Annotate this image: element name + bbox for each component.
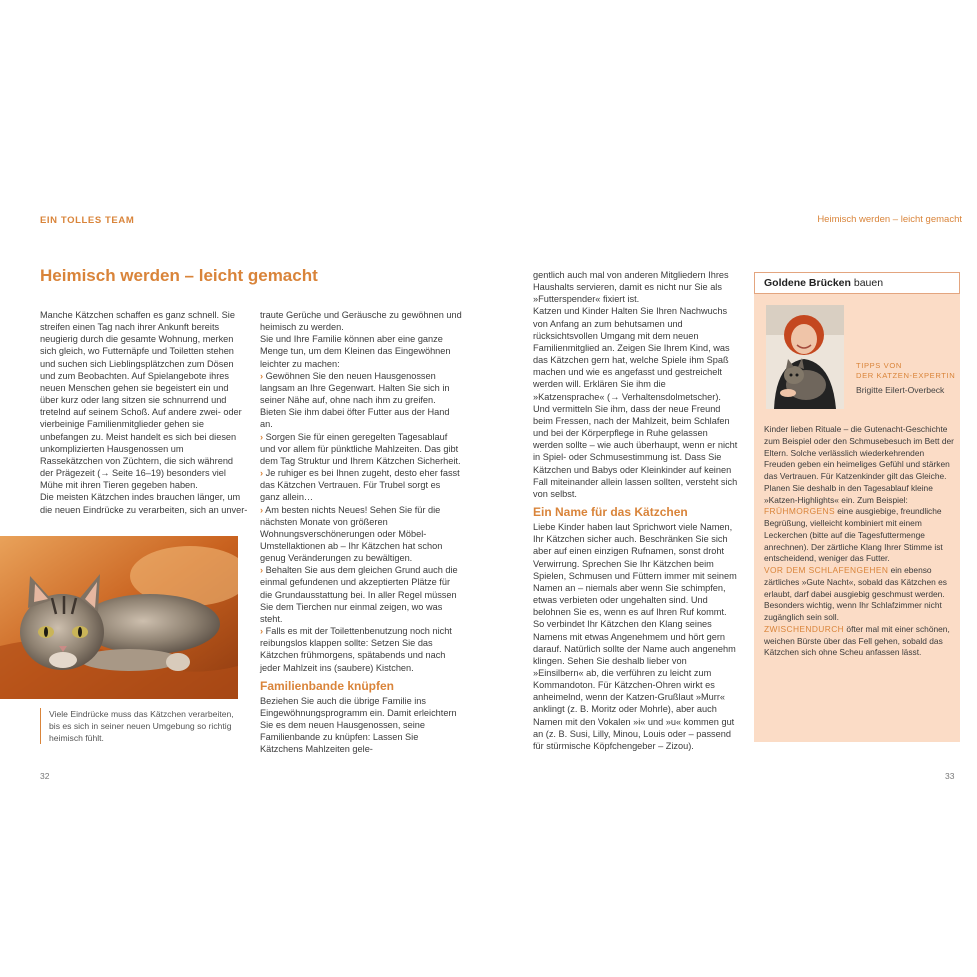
tip-item: VOR DEM SCHLAFENGEHEN ein ebenso zärtliches »Gute Nacht«, sobald das Kätzchen es erlaubt, darf dabei ausgiebig geschmust werden. Besonders wichtig, wenn Ihr Schlafzimmer nicht zugänglich sein soll. bbox=[764, 565, 947, 622]
kitten-photo bbox=[0, 536, 238, 699]
list-item: › Je ruhiger es bei Ihnen zugeht, desto eher fasst das Kätzchen Vertrauen. Für Trubel sorgt es ganz allein… bbox=[260, 468, 460, 503]
page-number-left: 32 bbox=[40, 771, 50, 781]
running-header-right: Heimisch werden – leicht gemacht bbox=[817, 214, 962, 225]
sidebar-heading bbox=[754, 272, 960, 294]
list-item: › Falls es mit der Toilettenbenutzung noch nicht reibungslos klappen sollte: Setzen Sie das Kätzchen frühmorgens, spätabends und nach jeder Mahlzeit ins (saubere) Kistchen. bbox=[260, 626, 452, 673]
sidebar-text bbox=[764, 424, 954, 659]
text-column-3 bbox=[533, 269, 739, 752]
expert-portrait-photo bbox=[766, 305, 844, 409]
tip-keyword: VOR DEM SCHLAFENGEHEN bbox=[764, 565, 889, 575]
bullet-mark: › bbox=[260, 565, 264, 576]
tip-item: FRÜHMORGENS eine ausgiebige, freundliche Begrüßung, vielleicht kombiniert mit einem Leckerchen (bitte auf die Tagesfuttermenge anrechnen). Der zärtliche Klang Ihrer Stimme ist entscheidend, weniger das Futter. bbox=[764, 506, 943, 564]
sidebar-heading-rest: bauen bbox=[850, 277, 884, 289]
paragraph: Beziehen Sie auch die übrige Familie ins Eingewöhnungsprogramm ein. Damit erleichtern Sie es dem neuen Hausgenossen, seine Familienbande zu knüpfen: Lassen Sie Kätzchens Mahlzeiten gele- bbox=[260, 695, 457, 755]
paragraph: traute Gerüche und Geräusche zu gewöhnen und heimisch zu werden. bbox=[260, 310, 462, 333]
tip-keyword: ZWISCHENDURCH bbox=[764, 623, 845, 634]
text-column-1 bbox=[40, 309, 248, 516]
tips-line-1: TIPPS VON bbox=[856, 361, 902, 370]
bullet-mark: › bbox=[260, 370, 264, 381]
paragraph: Sie und Ihre Familie können aber eine ganze Menge tun, um dem Kleinen das Eingewöhnen leichter zu machen: bbox=[260, 334, 451, 369]
list-item: › Behalten Sie aus dem gleichen Grund auch die einmal gefundenen und akzeptierten Plätze für die Grundausstattung bei. In aller Regel müssen Sie dem Tierchen nur einmal zeigen, wo was steht. bbox=[260, 565, 458, 624]
bullet-mark: › bbox=[260, 468, 264, 479]
text-column-2 bbox=[260, 309, 462, 756]
paragraph: gentlich auch mal von anderen Mitgliedern Ihres Haushalts servieren, damit es nicht nur Sie als »Futterspender« fixiert ist. bbox=[533, 270, 729, 305]
list-item: › Sorgen Sie für einen geregelten Tagesablauf und vor allem für pünktliche Mahlzeiten. Das gibt dem Tag Struktur und Ihrem Kätzchen Sicherheit. bbox=[260, 431, 461, 466]
section-heading: Familienbande knüpfen bbox=[260, 678, 395, 693]
bullet-mark: › bbox=[260, 431, 264, 442]
page-number-right: 33 bbox=[945, 771, 955, 781]
photo-caption: Viele Eindrücke muss das Kätzchen verarbeiten, bis es sich in seiner neuen Umgebung so richtig heimisch fühlt. bbox=[40, 708, 239, 744]
chapter-title: Heimisch werden – leicht gemacht bbox=[40, 266, 318, 285]
list-item: › Gewöhnen Sie den neuen Hausgenossen langsam an Ihre Gegenwart. Halten Sie sich in seiner Nähe auf, ohne nach ihm zu greifen. Bieten Sie ihm dabei öfter Futter aus der Hand an. bbox=[260, 370, 450, 430]
running-header-left: EIN TOLLES TEAM bbox=[40, 215, 135, 226]
sidebar-heading-bold: Goldene Brücken bbox=[764, 277, 851, 289]
sidebar-tips-label bbox=[856, 361, 955, 381]
paragraph: Kinder lieben Rituale – die Gutenacht-Geschichte zum Beispiel oder den Schmusebesuch im Bett der Eltern. Solche verlässlich wiederkehrenden Freuden geben ein heimeliges Gefühl und stärken das Vertrauen. Für Katzenkinder gilt das Gleiche. Planen Sie deshalb in den Tagesablauf kleine »Katzen-Highlights« ein. Zum Beispiel: bbox=[764, 424, 954, 505]
list-item: › Am besten nichts Neues! Sehen Sie für die nächsten Monate von größeren Wohnungsverschönerungen oder Möbel-Umstellaktionen ab – Ihr Kätzchen hat schon genug Veränderungen zu bewältigen. bbox=[260, 504, 443, 564]
bullet-mark: › bbox=[260, 504, 264, 515]
section-heading: Ein Name für das Kätzchen bbox=[533, 504, 688, 519]
tips-line-2: DER KATZEN-EXPERTIN bbox=[856, 371, 956, 380]
expert-name: Brigitte Eilert-Overbeck bbox=[856, 385, 945, 395]
paragraph: Manche Kätzchen schaffen es ganz schnell. Sie streifen einen Tag nach ihrer Ankunft bereits neugierig durch die gesamte Wohnung, merken sich gleich, wo Futternäpfe und Toiletten stehen und suchen sich Lieblingsplätzchen zum Dösen und zum Beobachten. Auf Spielangebote ihres neuen Menschen gehen sie begeistert ein und über kurz oder lang sitzen sie schnurrend und tretelnd auf seinem Schoß. Auf andere zwei- oder vierbeinige Familienmitglieder gehen sie unbefangen zu. Meist handelt es sich bei diesen unkomplizierten Hausgenossen um Rassekätzchen von Züchtern, die sich während der Prägezeit (→ Seite 16–19) besonders viel Mühe mit ihren Tieren gegeben haben. bbox=[40, 310, 242, 491]
tip-keyword: FRÜHMORGENS bbox=[764, 506, 835, 517]
paragraph: Liebe Kinder haben laut Sprichwort viele Namen, Ihr Kätzchen sicher auch. Beschränken Sie sich aber auf einen einzigen Rufnamen, sonst droht Verwirrung. Sprechen Sie Ihr Kätzchen beim Spielen, Schmusen und Füttern immer mit seinem Namen an – niemals aber wenn Sie schimpfen, etwas verbieten oder ungehalten sind. Und belohnen Sie es, wenn es auf Ihren Ruf kommt. So verbindet Ihr Kätzchen den Klang seines Namens mit etwas Angenehmem und hört gern darauf. Natürlich sollte der Name auch angenehm klingen. Sehen Sie deshalb lieber von »Einsilbern« ab, die verführen zu leicht zum Kommandoton. Für Kätzchen-Ohren wirkt es anheimelnd, wenn der Katzen-Grußlaut »Murr« anklingt (z. B. Moritz oder Mohrle), aber auch Namen mit den Vokalen »i« und »u« kommen gut an (z. B. Susi, Lilly, Minou, Louis oder – passend für stürmische Köpfchengeber – Zizou). bbox=[533, 522, 737, 751]
paragraph: Katzen und Kinder Halten Sie Ihren Nachwuchs von Anfang an zum behutsamen und rücksichtsvollen Umgang mit dem neuen Familienmitglied an. Zeigen Sie Ihrem Kind, was das Kätzchen gern hat, welche Spiele ihm Spaß machen und wie es angefasst und gestreichelt werden will. Erklären Sie ihm die »Katzensprache« (→ Verhaltensdolmetscher). Und vermitteln Sie ihm, dass der neue Freund beim Fressen, nach der Mahlzeit, beim Schlafen und bei der Körperpflege in Ruhe gelassen werden sollte – wie auch überhaupt, wenn er nicht in Spiel- oder Schmusestimmung ist. Dass Sie Kätzchen und Babys oder Kleinkinder auf keinen Fall miteinander allein lassen sollten, versteht sich von selbst. bbox=[533, 306, 738, 499]
tip-item: ZWISCHENDURCH öfter mal mit einer schönen, weichen Bürste über das Fell gehen, sobald das Kätzchen sich ohne Scheu anfassen lässt. bbox=[764, 623, 950, 658]
bullet-mark: › bbox=[260, 626, 264, 637]
paragraph: Die meisten Kätzchen indes brauchen länger, um die neuen Eindrücke zu verarbeiten, sich an unver- bbox=[40, 492, 248, 515]
